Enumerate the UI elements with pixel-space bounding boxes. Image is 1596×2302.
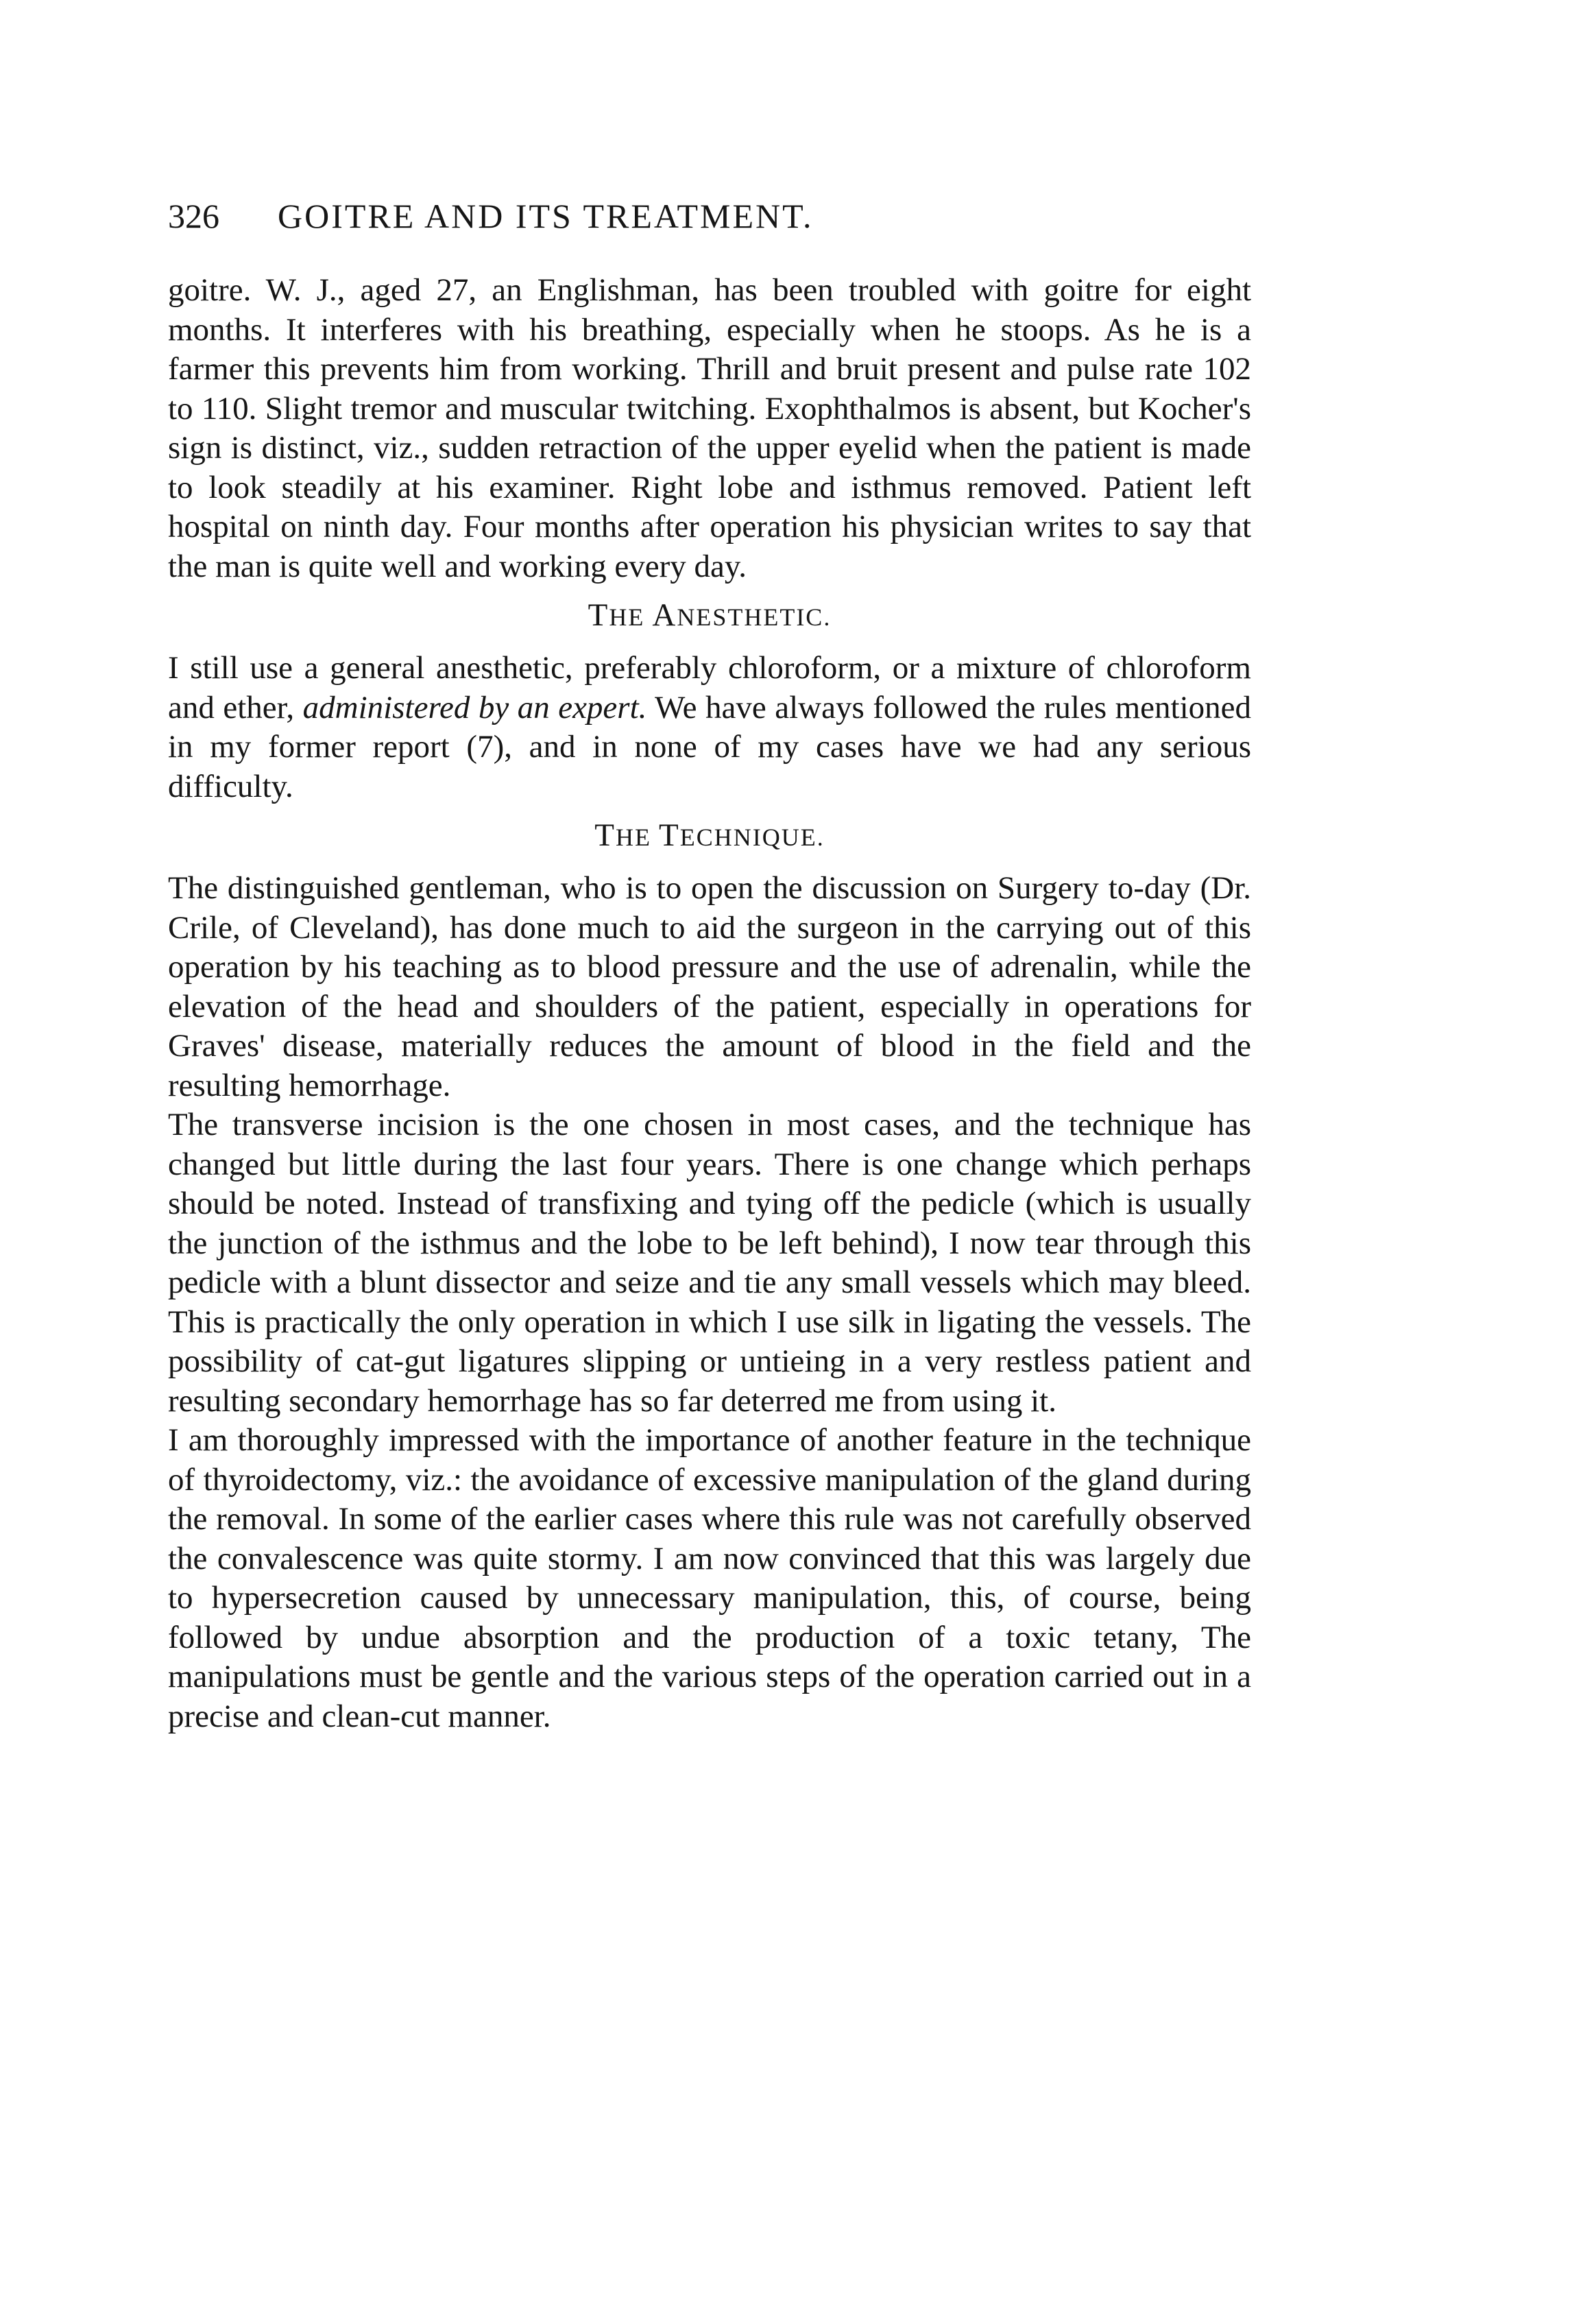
- paragraph-manipulation: I am thoroughly impressed with the importance of another feature in the technique of thyroidectomy, viz.: the avoidance of excessive manipulation of the gland during the removal. In some of the earlier cases where this rule was not carefully observed the convalescence was quite stormy. I am now convinced that this was largely due to hypersecretion caused by unnecessary manipulation, this, of course, being followed by undue absorption and the production of a toxic tetany, The manipulations must be gentle and the various steps of the operation carried out in a precise and clean-cut manner.: [168, 1422, 1251, 1734]
- emphasis-text: administered by an expert.: [302, 689, 647, 726]
- running-title: GOITRE AND ITS TREATMENT.: [278, 197, 814, 235]
- running-head: [168, 189, 1251, 243]
- section-heading-technique: THE TECHNIQUE.: [594, 817, 825, 853]
- paragraph-transverse-incision: The transverse incision is the one chosen in most cases, and the technique has changed but little during the last four years. There is one change which perhaps should be noted. Instead of transfixing and tying off the pedicle (which is usually the junction of the isthmus and the lobe to be left behind), I now tear through this pedicle with a blunt dissector and seize and tie any small vessels which may bleed. This is practically the only operation in which I use silk in ligating the vessels. The possibility of cat-gut ligatures slipping or untieing in a very restless patient and resulting secondary hemorrhage has so far deterred me from using it.: [168, 1107, 1251, 1419]
- page-number: 326: [168, 197, 219, 235]
- document-page: [168, 189, 1251, 1736]
- section-heading-anesthetic: THE ANESTHETIC.: [588, 597, 832, 633]
- paragraph-anesthetic: I still use a general anesthetic, preferably chloroform, or a mixture of chloroform and ether, administered by an expert. We have always followed the rules mentioned in my former report (7), and in none of my cases have we had any serious difficulty.: [168, 650, 1252, 804]
- paragraph-case-report: goitre. W. J., aged 27, an Englishman, has been troubled with goitre for eight months. It interferes with his breathing, especially when he stoops. As he is a farmer this prevents him from working. Thrill and bruit present and pulse rate 102 to 110. Slight tremor and muscular twitching. Exophthalmos is absent, but Kocher's sign is distinct, viz., sudden retraction of the upper eyelid when the patient is made to look steadily at his examiner. Right lobe and isthmus removed. Patient left hospital on ninth day. Four months after operation his physician writes to say that the man is quite well and working every day.: [168, 272, 1251, 584]
- paragraph-technique-intro: The distinguished gentleman, who is to open the discussion on Surgery to-day (Dr. Crile, of Cleveland), has done much to aid the surgeon in the carrying out of this operation by his teaching as to blood pressure and the use of adrenalin, while the elevation of the head and shoulders of the patient, especially in operations for Graves' disease, materially reduces the amount of blood in the field and the resulting hemorrhage.: [168, 870, 1251, 1103]
